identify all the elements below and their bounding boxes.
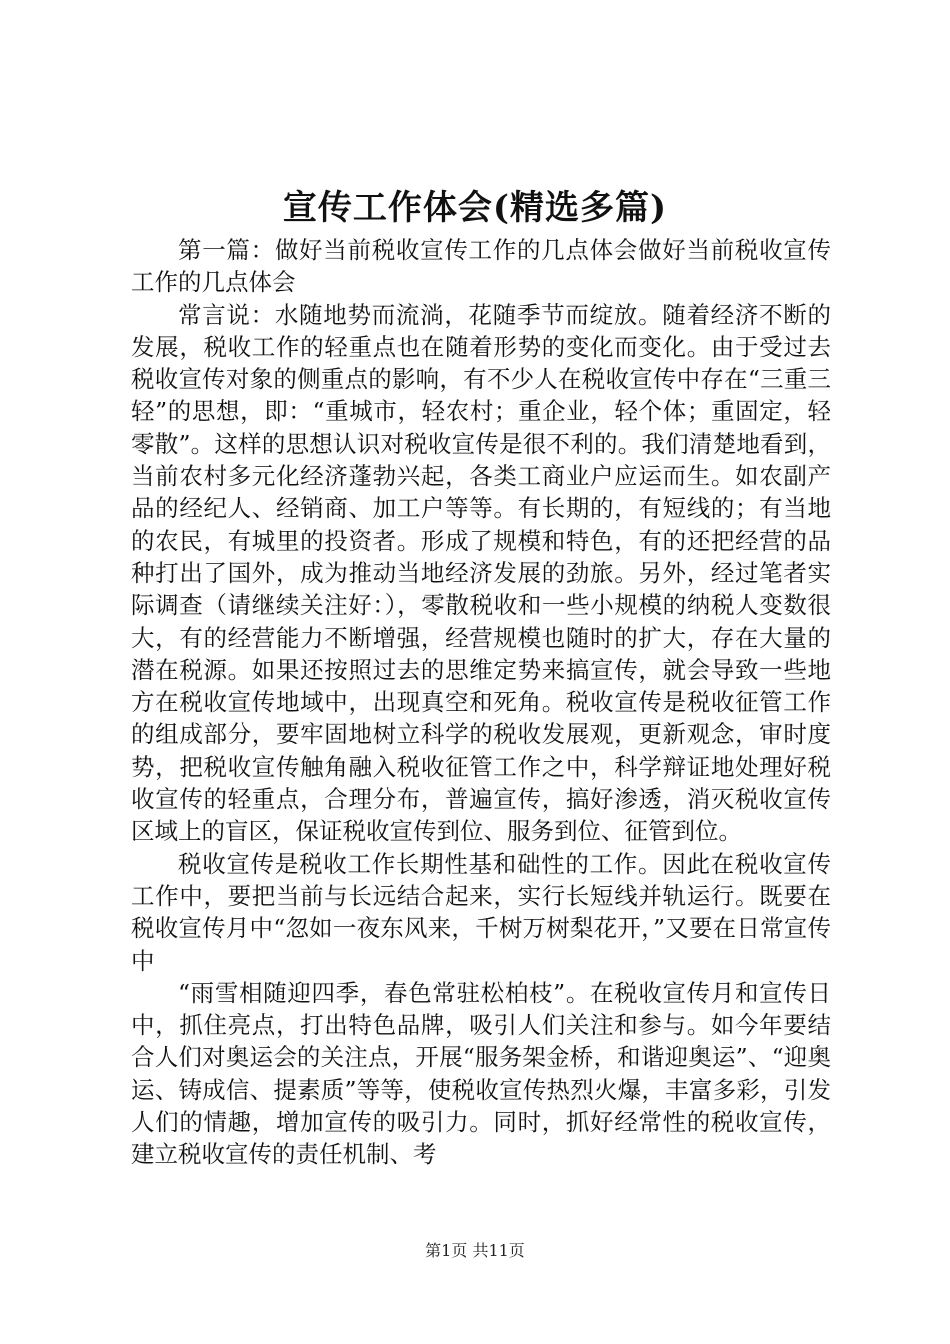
- paragraph-3: 税收宣传是税收工作长期性基和础性的工作。因此在税收宣传工作中，要把当前与长远结合起来，实行长短线并轨运行。既要在税收宣传月中“忽如一夜东风来，千树万树梨花开，”又要在日常宣传中: [131, 849, 831, 975]
- document-body: [131, 234, 831, 1171]
- paragraph-1: 第一篇：做好当前税收宣传工作的几点体会做好当前税收宣传工作的几点体会: [131, 236, 831, 297]
- paragraph-4: “雨雪相随迎四季，春色常驻松柏枝”。在税收宣传月和宣传日中，抓住亮点，打出特色品牌，吸引人们关注和参与。如今年要结合人们对奥运会的关注点，开展“服务架金桥，和谐迎奥运”、“迎奥运、铸成信、提素质”等等，使税收宣传热烈火爆，丰富多彩，引发人们的情趣，增加宣传的吸引力。同时，抓好经常性的税收宣传，建立税收宣传的责任机制、考: [131, 978, 831, 1169]
- document-title: 宣传工作体会(精选多篇): [282, 188, 668, 228]
- page-number-footer: 第1页 共11页: [425, 1241, 525, 1260]
- paragraph-2: 常言说：水随地势而流淌，花随季节而绽放。随着经济不断的发展，税收工作的轻重点也在随着形势的变化而变化。由于受过去税收宣传对象的侧重点的影响，有不少人在税收宣传中存在“三重三轻”的思想，即：“重城市，轻农村；重企业，轻个体；重固定，轻零散”。这样的思想认识对税收宣传是很不利的。我们清楚地看到，当前农村多元化经济蓬勃兴起，各类工商业户应运而生。如农副产品的经纪人、经销商、加工户等等。有长期的，有短线的；有当地的农民，有城里的投资者。形成了规模和特色，有的还把经营的品种打出了国外，成为推动当地经济发展的劲旅。另外，经过笔者实际调查（请继续关注好：），零散税收和一些小规模的纳税人变数很大，有的经营能力不断增强，经营规模也随时的扩大，存在大量的潜在税源。如果还按照过去的思维定势来搞宣传，就会导致一些地方在税收宣传地域中，出现真空和死角。税收宣传是税收征管工作的组成部分，要牢固地树立科学的税收发展观，更新观念，审时度势，把税收宣传触角融入税收征管工作之中，科学辩证地处理好税收宣传的轻重点，合理分布，普遍宣传，搞好渗透，消灭税收宣传区域上的盲区，保证税收宣传到位、服务到位、征管到位。: [131, 300, 831, 846]
